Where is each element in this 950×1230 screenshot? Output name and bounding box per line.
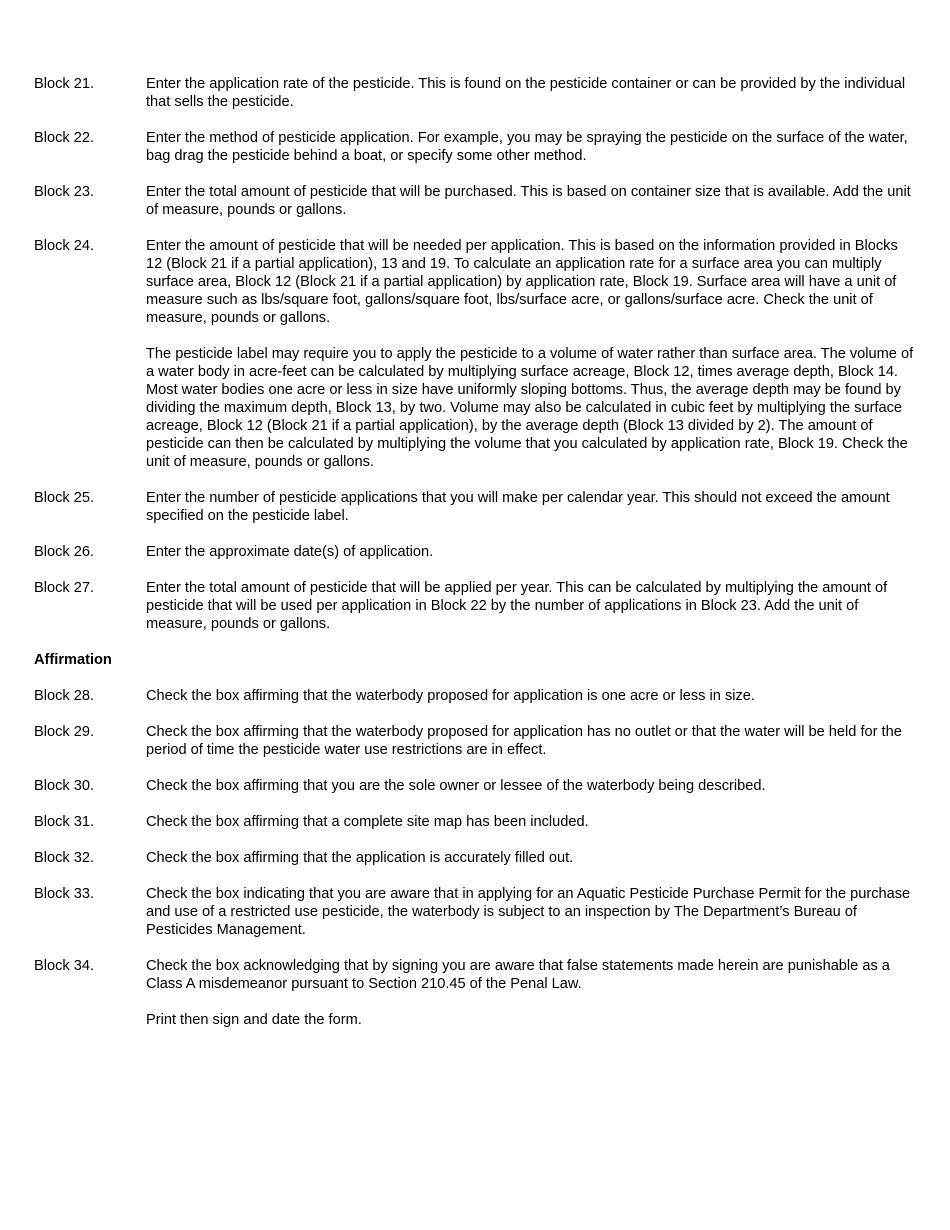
block-paragraph: Check the box affirming that the waterbody proposed for application has no outlet or that the water will be held for the period of time the pesticide water use restrictions are in effect. [146, 724, 902, 758]
instruction-block [34, 849, 914, 867]
block-body [146, 813, 914, 831]
block-label: Block 24. [34, 238, 95, 254]
block-body [146, 687, 914, 705]
block-paragraph: The pesticide label may require you to apply the pesticide to a volume of water rather than surface area. The volume of a water body in acre-feet can be calculated by multiplying surface acreage, Block 12, times average depth, Block 14. Most water bodies one acre or less in size have uniformly sloping bottoms. Thus, the average depth may be found by dividing the maximum depth, Block 13, by two. Volume may also be calculated in cubic feet by multiplying the surface acreage, Block 12 (Block 21 if a partial application), by the average depth (Block 13 divided by 2). The amount of pesticide can then be calculated by multiplying the volume that you calculated by application rate, Block 19. Check the unit of measure, pounds or gallons. [146, 346, 914, 470]
instruction-block [34, 687, 914, 705]
block-label: Block 25. [34, 490, 95, 506]
block-label: Block 31. [34, 814, 95, 830]
block-label: Block 27. [34, 580, 95, 596]
block-paragraph: Enter the amount of pesticide that will be needed per application. This is based on the information provided in Blocks 12 (Block 21 if a partial application), 13 and 19. To calculate an application rate for a surface area you can multiply surface area, Block 12 (Block 21 if a partial application) by application rate, Block 19. Surface area will have a unit of measure such as lbs/square foot, gallons/square foot, lbs/surface acre, or gallons/surface acre. Check the unit of measure, pounds or gallons. [146, 238, 898, 326]
block-paragraph: Enter the method of pesticide application. For example, you may be spraying the pesticide on the surface of the water, bag drag the pesticide behind a boat, or specify some other method. [146, 130, 908, 164]
document-page [34, 75, 914, 1029]
block-paragraph: Enter the application rate of the pesticide. This is found on the pesticide container or can be provided by the individual that sells the pesticide. [146, 76, 906, 110]
block-paragraph: Check the box affirming that the waterbody proposed for application is one acre or less in size. [146, 688, 755, 704]
block-body [146, 489, 914, 525]
block-paragraph: Check the box affirming that the application is accurately filled out. [146, 850, 574, 866]
block-body [146, 75, 914, 111]
block-paragraph: Enter the total amount of pesticide that will be purchased. This is based on container size that is available. Add the unit of measure, pounds or gallons. [146, 184, 911, 218]
instruction-block [34, 885, 914, 939]
block-label: Block 26. [34, 544, 95, 560]
instruction-block [34, 129, 914, 165]
instruction-block [34, 489, 914, 525]
block-paragraph: Enter the approximate date(s) of application. [146, 544, 434, 560]
block-paragraph: Check the box affirming that you are the sole owner or lessee of the waterbody being described. [146, 778, 766, 794]
affirmation-heading: Affirmation [34, 652, 112, 668]
instruction-block [34, 237, 914, 471]
block-body [146, 849, 914, 867]
instruction-block [34, 723, 914, 759]
block-label: Block 23. [34, 184, 95, 200]
instruction-block [34, 543, 914, 561]
block-body [146, 723, 914, 759]
instruction-block [34, 957, 914, 993]
block-paragraph: Check the box indicating that you are aware that in applying for an Aquatic Pesticide Purchase Permit for the purchase and use of a restricted use pesticide, the waterbody is subject to an inspection by The Department’s Bureau of Pesticides Management. [146, 886, 911, 938]
block-paragraph: Check the box acknowledging that by signing you are aware that false statements made herein are punishable as a Class A misdemeanor pursuant to Section 210.45 of the Penal Law. [146, 958, 890, 992]
block-paragraph: Check the box affirming that a complete site map has been included. [146, 814, 589, 830]
instruction-block [34, 75, 914, 111]
closing-note: Print then sign and date the form. [146, 1012, 362, 1028]
instructions-section [34, 75, 914, 633]
block-paragraph: Enter the total amount of pesticide that will be applied per year. This can be calculated by multiplying the amount of pesticide that will be used per application in Block 22 by the number of applications in Block 23. Add the unit of measure, pounds or gallons. [146, 580, 888, 632]
block-body [146, 579, 914, 633]
instruction-block [34, 777, 914, 795]
block-body [146, 129, 914, 165]
block-body [146, 777, 914, 795]
block-body [146, 957, 914, 993]
instruction-block [34, 183, 914, 219]
block-label: Block 30. [34, 778, 95, 794]
block-paragraph: Enter the number of pesticide applications that you will make per calendar year. This should not exceed the amount specified on the pesticide label. [146, 490, 890, 524]
block-body [146, 885, 914, 939]
block-label: Block 33. [34, 886, 95, 902]
block-label: Block 22. [34, 130, 95, 146]
block-label: Block 28. [34, 688, 95, 704]
block-label: Block 29. [34, 724, 95, 740]
block-label: Block 32. [34, 850, 95, 866]
instruction-block [34, 579, 914, 633]
block-label: Block 34. [34, 958, 95, 974]
block-body [146, 543, 914, 561]
block-label: Block 21. [34, 76, 95, 92]
block-body [146, 183, 914, 219]
instruction-block [34, 813, 914, 831]
block-body [146, 237, 914, 471]
affirmation-section [34, 687, 914, 993]
